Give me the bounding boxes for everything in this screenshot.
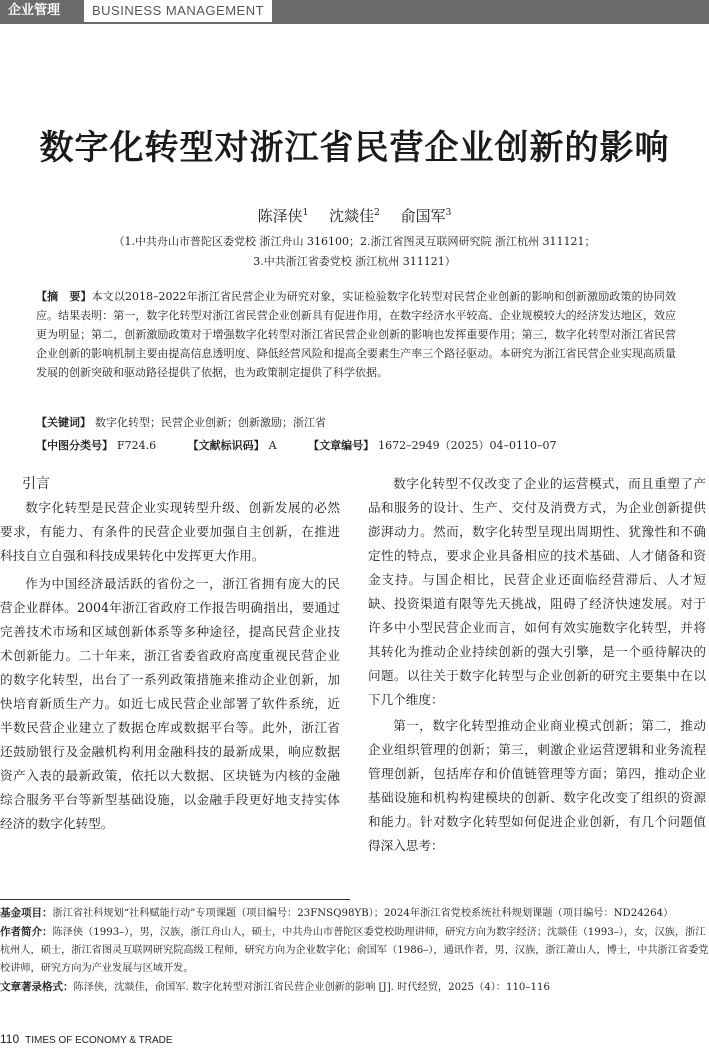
- author-intro-text: 陈泽侠（1993–），男，汉族，浙江舟山人，硕士，中共舟山市普陀区委党校助理讲师，研究方向为数字经济；沈燚佳（1993–），女，汉族，浙江杭州人，硕士，浙江省图灵互联网研究院高级工程师，研究方向为企业数字化；俞国军（1986–），通讯作者，男，汉族，浙江萧山人，博士，中共浙江省委党校讲师，研究方向为产业发展与区域开发。: [0, 927, 709, 974]
- article-title: 数字化转型对浙江省民营企业创新的影响: [39, 128, 670, 168]
- author-list: [0, 205, 709, 226]
- right-column: [368, 472, 706, 858]
- section-label-en: BUSINESS MANAGEMENT: [84, 0, 272, 22]
- abstract: [36, 287, 676, 382]
- keywords-label: 【关键词】: [36, 416, 91, 429]
- abstract-label: 【摘 要】: [36, 290, 92, 303]
- doc-code-label: 【文献标识码】: [187, 439, 265, 452]
- clc-value: F724.6: [117, 439, 157, 452]
- citation-text: 陈泽侠，沈燚佳，俞国军. 数字化转型对浙江省民营企业创新的影响 [J]. 时代经贸，2025（4）：110–116: [73, 982, 550, 993]
- journal-name: TIMES OF ECONOMY & TRADE: [25, 1035, 173, 1046]
- page-footer: [0, 1032, 173, 1046]
- footnote-rule: [0, 899, 350, 900]
- article-number-label: 【文章编号】: [308, 439, 375, 452]
- page-number: 110: [0, 1032, 20, 1046]
- fund-text: 浙江省社科规划“社科赋能行动”专项课题（项目编号：23FNSQ98YB）；2024年浙江省党校系统社科规划课题（项目编号：ND24264）: [52, 908, 674, 919]
- paragraph: 第一，数字化转型推动企业商业模式创新；第二，推动企业组织管理的创新；第三，刺激企业运营逻辑和业务流程管理创新，包括库存和价值链管理等方面；第四，推动企业基础设施和机构构建模块的创新、数字化改变了组织的资源和能力。针对数字化转型如何促进企业创新，有几个问题值得深入思考：: [368, 718, 706, 853]
- clc-label: 【中图分类号】: [36, 439, 113, 452]
- paragraph: 作为中国经济最活跃的省份之一，浙江省拥有庞大的民营企业群体。2004年浙江省政府工作报告明确指出，要通过完善技术市场和区域创新体系等多种途径，提高民营企业技术创新能力。二十年来，浙江省委省政府高度重视民营企业的数字化转型，出台了一系列政策措施来推动企业创新，加快培育新质生产力。如近七成民营企业部署了软件系统，近半数民营企业建立了数据仓库或数据平台等。此外，浙江省还鼓励银行及金融机构利用金融科技的最新成果，响应数据资产入表的最新政策，依托以大数据、区块链为内核的金融综合服务平台等新型基础设施，以金融手段更好地支持实体经济的数字化转型。: [0, 576, 340, 831]
- author: 俞国军$^3$: [400, 207, 452, 225]
- affiliation-line: （1.中共舟山市普陀区委党校 浙江舟山 316100；2.浙江省图灵互联网研究院 浙江杭州 311121；: [113, 235, 596, 248]
- left-column: [0, 472, 340, 836]
- citation-label: 文章著录格式：: [0, 981, 74, 993]
- author: 陈泽侠$^1$: [257, 207, 309, 225]
- keywords-text: 数字化转型；民营企业创新；创新激励；浙江省: [95, 416, 326, 429]
- author: 沈燚佳$^2$: [329, 207, 380, 225]
- citation-note: [0, 978, 709, 997]
- fund-label: 基金项目：: [0, 907, 53, 919]
- doc-code-value: A: [268, 439, 277, 452]
- abstract-text: 本文以2018–2022年浙江省民营企业为研究对象，实证检验数字化转型对民营企业创新的影响和创新激励政策的协同效应。结果表明：第一，数字化转型对浙江省民营企业创新具有促进作用，在数字经济水平较高、企业规模较大的经济发达地区，效应更为明显；第二，创新激励政策对于增强数字化转型对浙江省民营企业创新的影响也发挥重要作用；第三，数字化转型对浙江省民营企业创新的影响机制主要由提高信息透明度、降低经营风险和提高全要素生产率三个路径驱动。本研究为浙江省民营企业实现高质量发展的创新突破和驱动路径提供了依据，也为政策制定提供了科学依据。: [36, 290, 676, 379]
- section-label: 企业管理: [0, 0, 70, 22]
- author-intro-label: 作者简介：: [0, 926, 53, 938]
- intro-heading: 引言: [22, 476, 50, 492]
- header-rule: [0, 22, 709, 24]
- footnotes: [0, 904, 709, 997]
- paragraph: 数字化转型是民营企业实现转型升级、创新发展的必然要求，有能力、有条件的民营企业要加强自主创新，在推进科技自立自强和科技成果转化中发挥更大作用。: [0, 500, 340, 563]
- keywords: [36, 414, 326, 430]
- paragraph: 数字化转型不仅改变了企业的运营模式，而且重塑了产品和服务的设计、生产、交付及消费方式，为企业创新提供澎湃动力。然而，数字化转型呈现出周期性、犹豫性和不确定性的特点，要求企业具备相应的技术基础、人才储备和资金支持。与国企相比，民营企业还面临经营滞后、人才短缺、投资渠道有限等先天挑战，阻碍了经济快速发展。对于许多中小型民营企业而言，如何有效实施数字化转型，并将其转化为推动企业持续创新的强大引擎，是一个亟待解决的问题。以往关于数字化转型与企业创新的研究主要集中在以下几个维度：: [368, 476, 706, 707]
- affiliation-line: 3.中共浙江省委党校 浙江杭州 311121）: [253, 255, 456, 268]
- classification-line: [36, 437, 676, 453]
- article-number-value: 1672–2949（2025）04–0110–07: [378, 439, 557, 452]
- fund-note: [0, 904, 709, 923]
- author-note: [0, 923, 709, 978]
